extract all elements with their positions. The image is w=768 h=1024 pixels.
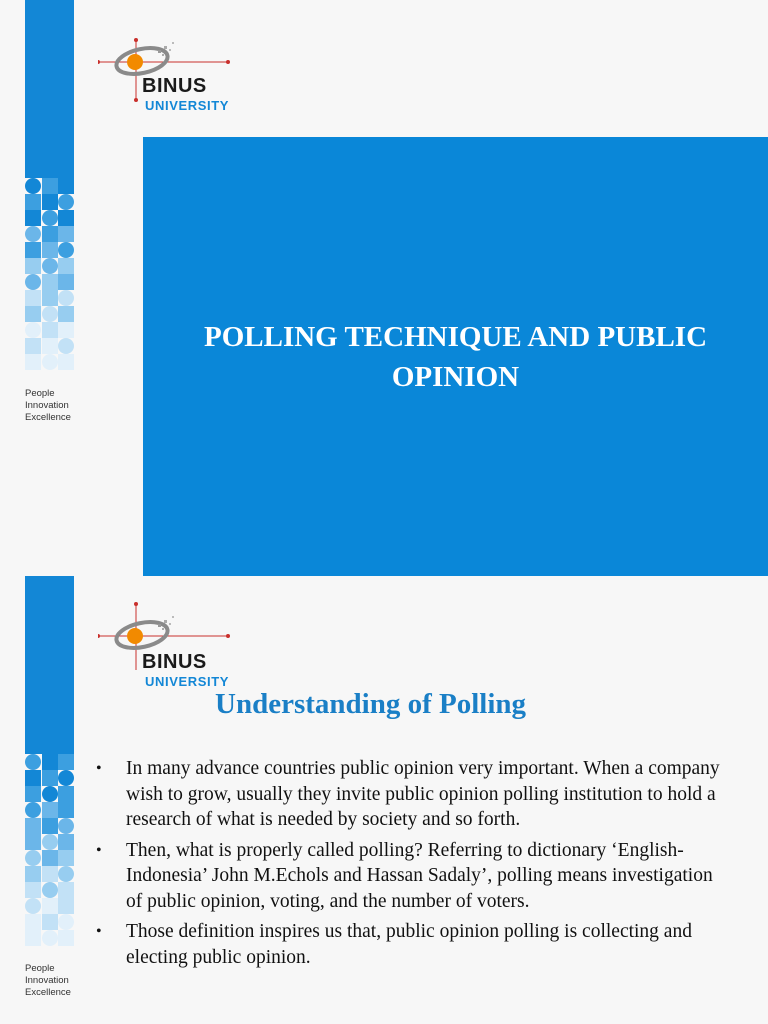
stripe-cell xyxy=(58,178,74,194)
stripe-cell xyxy=(25,210,41,226)
stripe-cell xyxy=(42,882,58,898)
stripe-cell xyxy=(42,802,58,818)
stripe-cell xyxy=(25,802,41,818)
stripe-cell xyxy=(58,258,74,274)
stripe-cell xyxy=(25,242,41,258)
stripe-cell xyxy=(58,850,74,866)
stripe-cell xyxy=(25,338,41,354)
bullet-list xyxy=(92,756,732,975)
bullet-icon: • xyxy=(96,923,102,940)
stripe-cell xyxy=(58,882,74,898)
stripe-cell xyxy=(58,770,74,786)
tagline: People Innovation Excellence xyxy=(25,388,71,423)
stripe-cell xyxy=(42,338,58,354)
stripe-cell xyxy=(42,258,58,274)
stripe-cell xyxy=(58,818,74,834)
stripe-cell xyxy=(25,866,41,882)
stripe-cell xyxy=(58,930,74,946)
stripe-cell xyxy=(25,754,41,770)
stripe-cell xyxy=(58,242,74,258)
logo-subword: UNIVERSITY xyxy=(145,674,230,689)
stripe-cell xyxy=(25,834,41,850)
stripe-cell xyxy=(25,290,41,306)
title-box xyxy=(143,137,768,576)
stripe-cell xyxy=(25,818,41,834)
tagline: People Innovation Excellence xyxy=(25,963,71,998)
stripe-cell xyxy=(42,226,58,242)
stripe-cell xyxy=(58,354,74,370)
decorative-stripe xyxy=(25,576,74,946)
stripe-cell xyxy=(42,898,58,914)
stripe-cell xyxy=(42,242,58,258)
stripe-cell xyxy=(42,274,58,290)
stripe-cell xyxy=(25,258,41,274)
stripe-cell xyxy=(42,194,58,210)
stripe-cell xyxy=(58,898,74,914)
stripe-cell xyxy=(42,930,58,946)
stripe-cell xyxy=(25,914,41,930)
stripe-cell xyxy=(58,834,74,850)
stripe-cell xyxy=(58,338,74,354)
binus-logo xyxy=(98,36,248,116)
bullet-icon: • xyxy=(96,760,102,777)
bullet-icon: • xyxy=(96,841,102,859)
list-item: • Then, what is properly called polling? Referring to dictionary ‘English-Indonesia’ John M.Echols and Hassan Sadaly’, polling means investigation of public opinion, voting, and the number of voters. xyxy=(96,839,713,912)
stripe-cell xyxy=(42,914,58,930)
logo-wordmark: BINUS xyxy=(142,651,207,673)
stripe-cell xyxy=(58,786,74,802)
stripe-cell xyxy=(42,866,58,882)
stripe-cell xyxy=(42,770,58,786)
stripe-cell xyxy=(42,290,58,306)
stripe-cell xyxy=(25,850,41,866)
stripe-cell xyxy=(58,306,74,322)
list-item: • In many advance countries public opinion very important. When a company wish to grow, usually they invite public opinion polling institution to hold a research of what is needed by society and so forth. xyxy=(96,758,720,830)
slide-heading: Understanding of Polling xyxy=(215,688,526,720)
stripe-cell xyxy=(42,210,58,226)
stripe-cell xyxy=(58,290,74,306)
stripe-cell xyxy=(42,834,58,850)
stripe-cell xyxy=(25,226,41,242)
stripe-cell xyxy=(25,770,41,786)
stripe-cell xyxy=(42,178,58,194)
stripe-cell xyxy=(25,194,41,210)
stripe-cell xyxy=(42,850,58,866)
stripe-cell xyxy=(25,930,41,946)
list-item: • Those definition inspires us that, public opinion polling is collecting and electing public opinion. xyxy=(96,921,692,968)
stripe-cell xyxy=(42,818,58,834)
stripe-cell xyxy=(25,178,41,194)
stripe-cell xyxy=(25,322,41,338)
stripe-cell xyxy=(58,210,74,226)
stripe-cell xyxy=(25,882,41,898)
stripe-cell xyxy=(58,866,74,882)
stripe-cell xyxy=(25,354,41,370)
stripe-cell xyxy=(42,322,58,338)
stripe-cell xyxy=(25,786,41,802)
stripe-cell xyxy=(25,306,41,322)
logo-subword: UNIVERSITY xyxy=(145,98,230,113)
stripe-cell xyxy=(58,802,74,818)
stripe-cell xyxy=(25,274,41,290)
slide-title: POLLING TECHNIQUE AND PUBLIC OPINION xyxy=(203,320,708,393)
stripe-cell xyxy=(58,226,74,242)
binus-logo xyxy=(98,600,248,689)
stripe-cell xyxy=(58,322,74,338)
content-slide xyxy=(0,576,768,1024)
stripe-cell xyxy=(42,306,58,322)
stripe-cell xyxy=(58,754,74,770)
stripe-cell xyxy=(58,914,74,930)
stripe-cell xyxy=(42,754,58,770)
logo-wordmark: BINUS xyxy=(142,75,207,97)
stripe-cell xyxy=(58,194,74,210)
stripe-cell xyxy=(25,898,41,914)
stripe-cell xyxy=(42,786,58,802)
stripe-cell xyxy=(42,354,58,370)
stripe-cell xyxy=(58,274,74,290)
decorative-stripe xyxy=(25,0,74,370)
